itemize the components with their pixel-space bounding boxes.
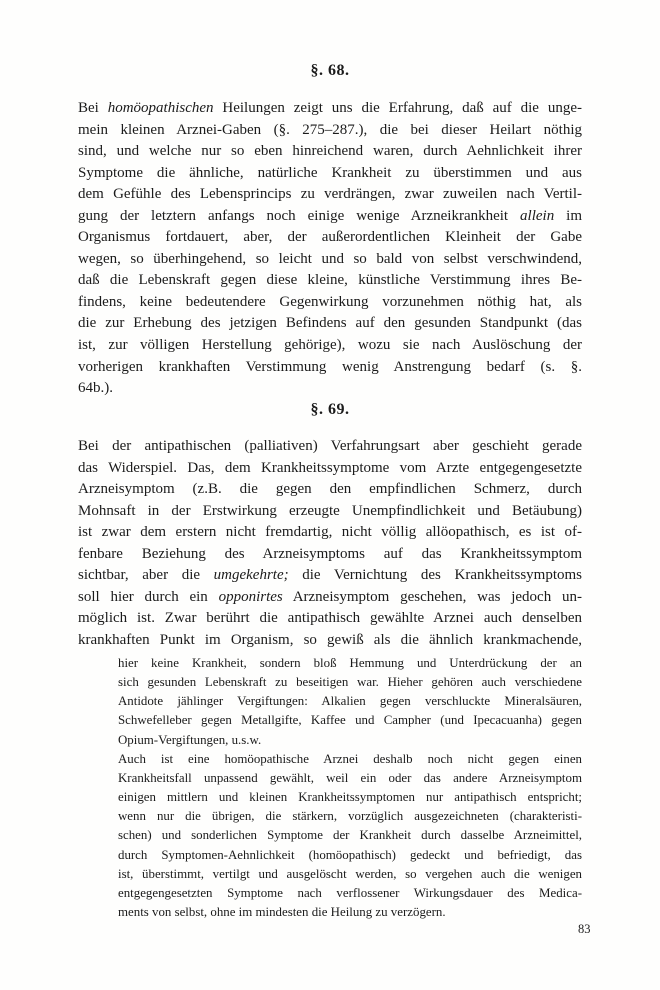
text-segment: Heilungen zeigt uns die Erfahrung, daß auf die unge- <box>213 100 582 116</box>
text-line <box>118 673 582 692</box>
text-segment: gung der letztern anfangs noch einige wenige Arzneikrankheit <box>78 207 521 224</box>
italic-text: opponirtes <box>218 588 283 605</box>
text-line <box>78 544 582 566</box>
text-line <box>78 587 582 609</box>
text-segment: krankhaften Punkt im Organism, so gewiß als die ähnlich krankmachende, <box>78 631 582 648</box>
text-segment: fenbare Beziehung des Arzneisymptoms auf das Krankheitssymptom <box>78 545 582 562</box>
text-line <box>78 163 582 185</box>
text-segment: Mohnsaft in der Erstwirkung erzeugte Unempfindlichkeit und Betäubung) <box>78 502 582 519</box>
text-line <box>78 206 582 228</box>
text-line <box>78 120 582 142</box>
text-line <box>78 98 582 120</box>
text-line <box>78 436 582 458</box>
text-line <box>78 335 582 357</box>
text-line <box>78 630 582 652</box>
text-segment: Schwefelleber gegen Metallgifte, Kaffee und Campher (und Ipecacuanha) gegen <box>118 713 582 728</box>
text-line <box>78 501 582 523</box>
text-segment: soll hier durch ein <box>78 588 219 605</box>
text-line <box>118 846 582 865</box>
text-segment: im <box>554 207 582 224</box>
text-segment: Arzneisymptom (z.B. die gegen den empfindlichen Schmerz, durch <box>78 481 582 498</box>
text-segment: das Widerspiel. Das, dem Krankheitssymptome vom Arzte entgegengesetzte <box>78 459 582 476</box>
page-number: 83 <box>578 922 591 936</box>
text-line <box>78 378 582 400</box>
text-segment: Bei der antipathischen (palliativen) Verfahrungsart aber geschieht gerade <box>78 438 582 454</box>
text-line <box>118 865 582 884</box>
text-segment: schen) und sonderlichen Symptome der Krankheit durch dasselbe Arzneimittel, <box>118 828 582 843</box>
text-line <box>78 313 582 335</box>
paragraph-68 <box>78 98 582 400</box>
text-segment: ments von selbst, ohne im mindesten die Heilung zu verzögern. <box>118 905 446 920</box>
text-line <box>118 884 582 903</box>
footnote-block <box>118 654 582 922</box>
text-segment: dem Gefühle des Lebensprincips zu verdrängen, zwar zuweilen nach Vertil- <box>78 186 582 203</box>
italic-text: allein <box>520 207 555 224</box>
text-line <box>78 458 582 480</box>
text-line <box>118 711 582 730</box>
text-segment: daß die Lebenskraft gegen diese kleine, künstliche Verstimmung ihres Be- <box>78 272 582 289</box>
text-segment: sich gesunden Lebenskraft zu beseitigen war. Hieher gehören auch verschiedene <box>118 675 582 690</box>
italic-text: umgekehrte; <box>213 567 289 584</box>
text-segment: Bei <box>78 100 108 116</box>
text-line <box>78 565 582 587</box>
text-segment: wegen, so überhingehend, so leicht und so bald von selbst verschwindend, <box>78 250 582 267</box>
text-line <box>78 522 582 544</box>
text-line <box>118 750 582 769</box>
text-line <box>118 903 582 922</box>
text-line <box>78 184 582 206</box>
text-line <box>118 654 582 673</box>
section-heading-68: §. 68. <box>310 62 350 79</box>
text-segment: sichtbar, aber die <box>78 567 214 584</box>
text-line <box>78 479 582 501</box>
text-line <box>118 807 582 826</box>
text-segment: wenn nur die übrigen, die stärkern, vorzüglich ausgezeichneten (charakteristi- <box>118 809 582 824</box>
text-line <box>78 227 582 249</box>
text-segment: durch Symptomen-Aehnlichkeit (homöopathisch) gedeckt und befriedigt, das <box>118 847 582 862</box>
text-segment: die Vernichtung des Krankheitssymptoms <box>288 567 582 584</box>
text-segment: Krankheitsfall unpassend gewählt, weil ein oder das andere Arzneisymptom <box>118 770 582 785</box>
text-segment: entgegengesetzten Symptome nach verflossener Wirkungsdauer des Medica- <box>118 885 582 900</box>
text-segment: Antidote jählinger Vergiftungen: Alkalien gegen verschluckte Mineralsäuren, <box>118 694 582 709</box>
text-line <box>118 826 582 845</box>
text-line <box>78 249 582 271</box>
section-heading-69: §. 69. <box>310 401 350 418</box>
text-segment: Auch ist eine homöopathische Arznei deshalb noch nicht gegen einen <box>118 751 582 766</box>
text-segment: ist, überstimmt, vertilgt und ausgelöscht werden, so vergehen auch die wenigen <box>118 866 582 881</box>
text-segment: sind, und welche nur so eben hinreichend waren, durch Aehnlichkeit ihrer <box>78 143 582 160</box>
text-line <box>118 692 582 711</box>
text-segment: hier keine Krankheit, sondern bloß Hemmung und Unterdrückung der an <box>118 656 582 670</box>
text-segment: 64b.). <box>78 380 113 397</box>
text-segment: möglich ist. Zwar berührt die antipathisch gewählte Arznei auch denselben <box>78 610 582 627</box>
text-segment: vorherigen krankhaften Verstimmung wenig Anstrengung bedarf (s. §. <box>78 358 582 375</box>
text-line <box>118 731 582 750</box>
text-segment: die zur Erhebung des jetzigen Befindens auf den gesunden Standpunkt (das <box>78 315 582 332</box>
text-line <box>78 292 582 314</box>
text-segment: ist, zur völligen Herstellung gehörige), wozu sie nach Auslöschung der <box>78 337 582 354</box>
text-line <box>78 608 582 630</box>
text-segment: Symptome die ähnliche, natürliche Krankheit zu überstimmen und aus <box>78 164 582 181</box>
text-line <box>78 141 582 163</box>
text-segment: findens, keine bedeutendere Gegenwirkung vorzunehmen nöthig hat, als <box>78 293 582 310</box>
paragraph-69 <box>78 436 582 651</box>
text-segment: Organismus fortdauert, aber, der außerordentlichen Kleinheit der Gabe <box>78 229 582 246</box>
text-line <box>78 357 582 379</box>
text-line <box>118 769 582 788</box>
text-segment: ist zwar dem erstern nicht fremdartig, nicht völlig allöopathisch, es ist of- <box>78 524 582 541</box>
text-segment: Arzneisymptom geschehen, was jedoch un- <box>282 588 582 605</box>
italic-text: homöopathischen <box>107 100 214 116</box>
footnote-paragraph-1 <box>118 654 582 750</box>
text-segment: einigen mittlern und kleinen Krankheitssymptomen nur antipathisch entspricht; <box>118 790 582 805</box>
text-segment: Opium-Vergiftungen, u.s.w. <box>118 732 262 747</box>
text-line <box>78 270 582 292</box>
text-segment: mein kleinen Arznei-Gaben (§. 275–287.), die bei dieser Heilart nöthig <box>78 121 582 138</box>
footnote-paragraph-2 <box>118 750 582 922</box>
text-line <box>118 788 582 807</box>
